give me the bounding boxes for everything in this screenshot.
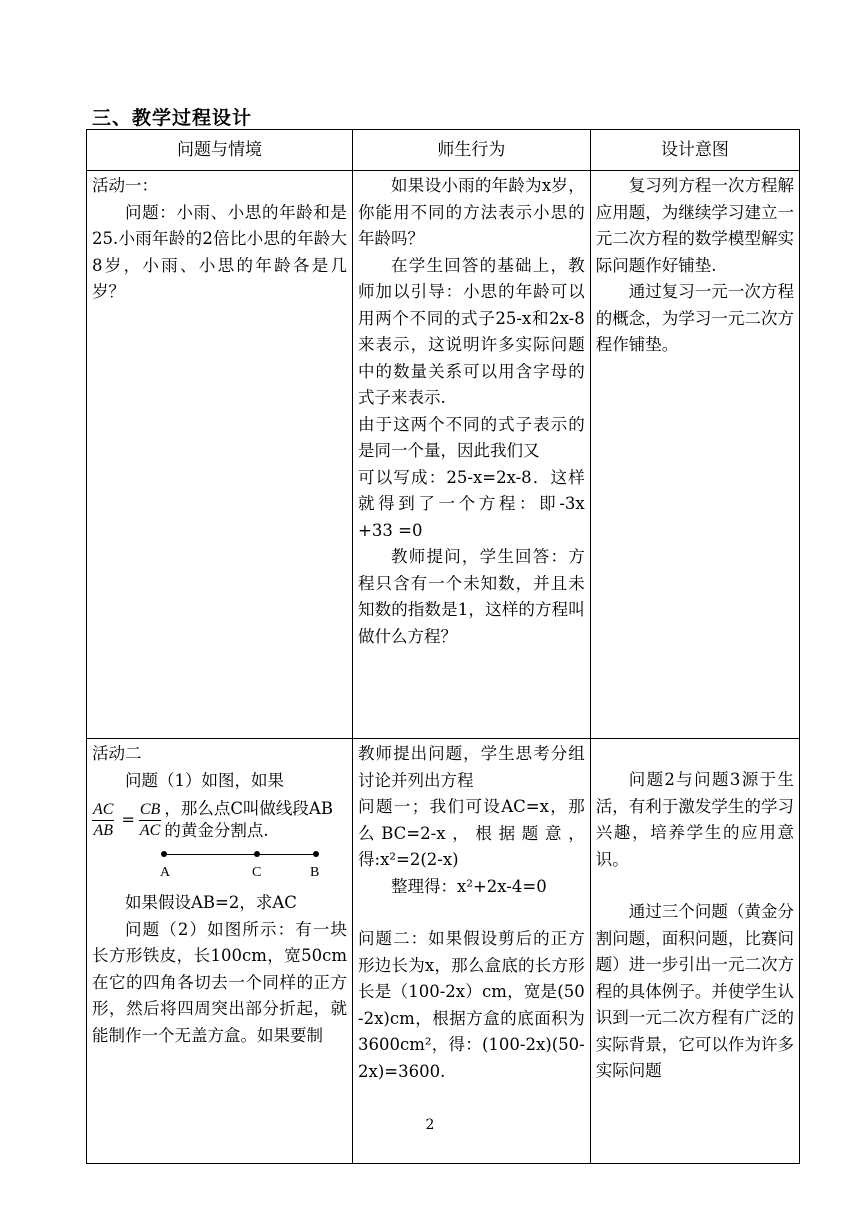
behavior-2-q2: 问题二：如果假设剪后的正方形边长为x，那么盒底的长方形长是（100-2x）cm，宽是(50 -2x)cm，根据方盒的底面积为3600cm²，得：(100-2x)(50-2x)=3600. [358,929,585,1081]
table-row-activity-1 [87,171,800,739]
cell-activity-2-intent [590,739,799,1164]
intent-2-life: 问题2与问题3源于生活，有利于激发学生的学习兴趣，培养学生的应用意识。 [595,770,794,869]
behavior-2-q1-setup: 问题一；我们可设AC=x，那么BC=2-x，根据题意，得:x²=2(2-x) [358,797,585,869]
page-number: 2 [425,1117,435,1133]
cell-activity-1-intent [590,171,799,739]
section-title: 三、教学过程设计 [92,107,253,129]
activity-1-problem: 问题：小雨、小思的年龄和是25.小雨年龄的2倍比小思的年龄大8岁，小雨、小思的年龄各是几岁？ [92,202,348,301]
point-c-label: C [252,865,262,880]
behavior-1-teacher-question: 教师提问，学生回答：方程只含有一个未知数，并且未知数的指数是1，这样的方程叫做什么方程？ [358,547,585,646]
behavior-1-equation: 可以写成：25-x=2x-8．这样就得到了一个方程：即-3x +33 =0 [358,467,585,540]
point-a-dot [161,851,167,857]
activity-2-q1-suffix-start: ，那么点C叫做线段AB的黄金分割点. [164,799,333,840]
equals-sign: = [121,809,135,829]
teaching-process-table [86,129,800,1164]
golden-ratio-formula [92,798,347,842]
header-problem-situation: 问题与情境 [87,130,353,171]
cell-activity-2-behavior [353,739,591,1164]
point-a-label: A [160,865,171,880]
activity-2-title: 活动二 [92,744,142,763]
activity-1-title: 活动一： [92,176,158,195]
activity-2-q2: 问题（2）如图所示：有一块长方形铁皮，长100cm，宽50cm在它的四角各切去一个同样的正方形，然后将四周突出部分折起，就能制作一个无盖方盒。如果要制 [92,919,348,1045]
table-row-activity-2 [87,739,800,1164]
point-c-dot [254,851,260,857]
header-teacher-student-behavior: 师生行为 [353,130,591,171]
table-header-row [87,130,800,171]
intent-2-three-problems: 通过三个问题（黄金分割问题，面积问题，比赛问题）进一步引出一元二次方程的具体例子。并使学生认识到一元二次方程有广泛的实际背景，它可以作为许多实际问题 [595,902,794,1080]
behavior-1-guidance: 在学生回答的基础上，教师加以引导：小思的年龄可以用两个不同的式子25-x和2x-8来表示，这说明许多实际问题中的数量关系可以用含字母的式子来表示. [358,255,585,407]
point-b-dot [313,851,319,857]
activity-2-q1-prefix: 问题（1）如图，如果 [125,770,284,790]
point-b-label: B [310,865,320,880]
behavior-1-question: 如果设小雨的年龄为x岁，你能用不同的方法表示小思的年龄吗？ [358,176,585,248]
cell-activity-2-problem [87,739,353,1164]
activity-2-assume: 如果假设AB=2，求AC [125,893,297,912]
intent-1-concept: 通过复习一元一次方程的概念，为学习一元二次方程作铺垫。 [595,282,794,354]
behavior-2-intro: 教师提出问题，学生思考分组讨论并列出方程 [358,744,585,790]
segment-line [164,854,316,855]
cell-activity-1-behavior [353,171,591,739]
header-design-intent: 设计意图 [590,130,799,171]
cell-activity-1-problem [87,171,353,739]
segment-abc-figure [92,842,347,890]
fraction-cb-ac: $\frac{CB}{AC}$ [139,800,161,839]
fraction-ac-ab: $\frac{AC}{AB}$ [93,800,114,839]
behavior-2-q1-simplified: 整理得：x²+2x-4=0 [391,876,547,896]
intent-1-review: 复习列方程一次方程解应用题，为继续学习建立一元二次方程的数学模型解实际问题作好铺垫. [595,176,794,275]
behavior-1-same-quantity: 由于这两个不同的式子表示的是同一个量，因此我们又 [358,414,585,460]
